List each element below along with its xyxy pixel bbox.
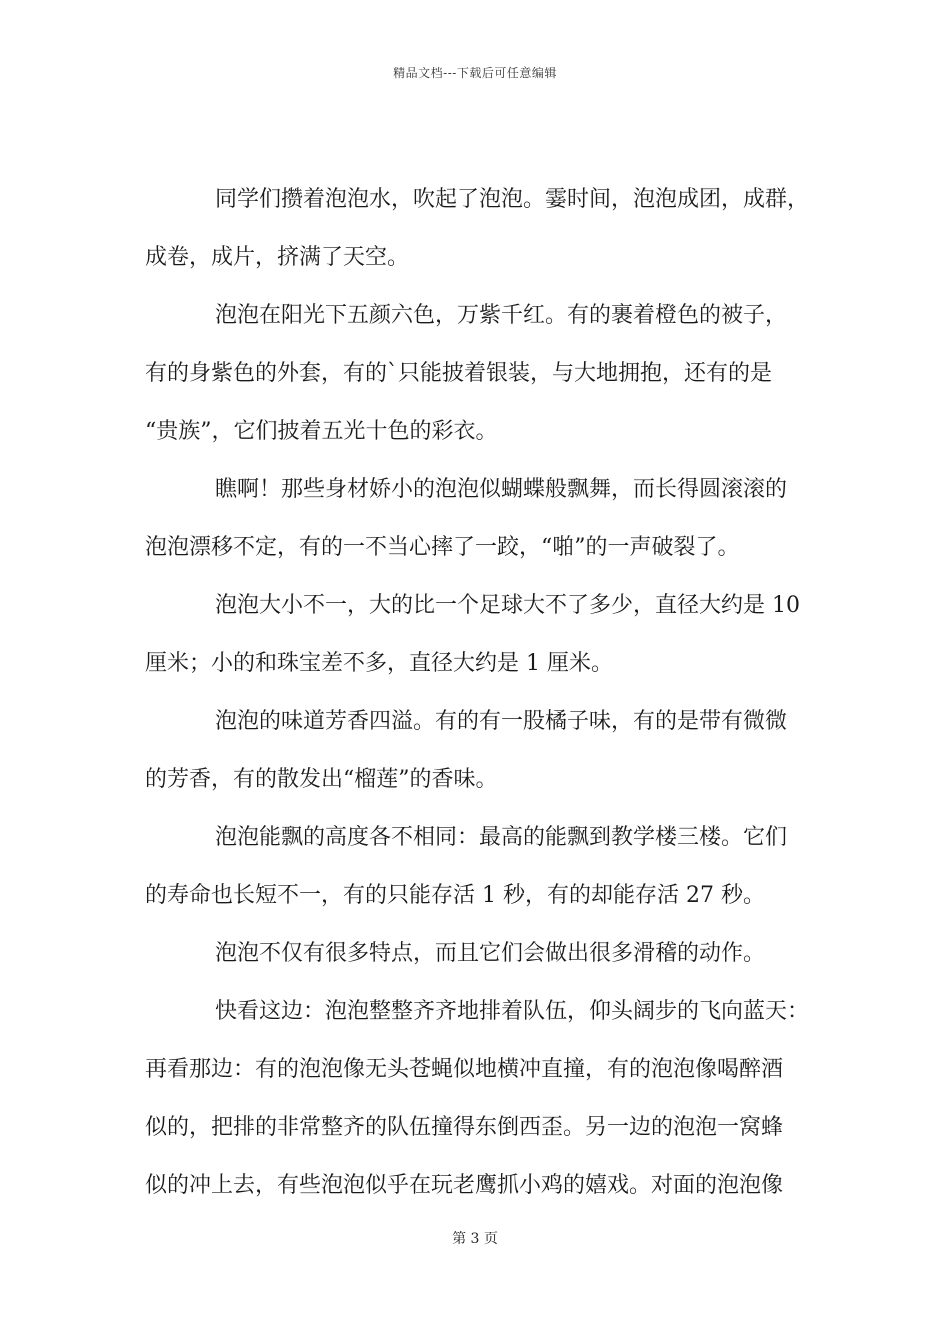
body-line: 的寿命也长短不一，有的只能存活 1 秒，有的却能存活 27 秒。 (145, 883, 765, 908)
body-line: “贵族”，它们披着五光十色的彩衣。 (145, 419, 498, 444)
page-header: 精品文档---下载后可任意编辑 (393, 66, 557, 80)
document-body (145, 186, 813, 1230)
body-line: 厘米；小的和珠宝差不多，直径大约是 1 厘米。 (145, 651, 613, 676)
body-line: 泡泡大小不一，大的比一个足球大不了多少，直径大约是 10 (215, 593, 800, 618)
body-line: 泡泡不仅有很多特点，而且它们会做出很多滑稽的动作。 (215, 941, 766, 966)
body-line: 泡泡在阳光下五颜六色，万紫千红。有的裹着橙色的被子， (215, 303, 788, 328)
body-line: 快看这边：泡泡整整齐齐地排着队伍，仰头阔步的飞向蓝天： (215, 999, 810, 1024)
body-line: 瞧啊！那些身材娇小的泡泡似蝴蝶般飘舞，而长得圆滚滚的 (215, 477, 788, 502)
body-line: 的芳香，有的散发出“榴莲”的香味。 (145, 767, 498, 792)
body-line: 泡泡漂移不定，有的一不当心摔了一跤，“啪”的一声破裂了。 (145, 535, 740, 560)
page-number: 第 3 页 (452, 1231, 498, 1247)
body-line: 同学们攒着泡泡水，吹起了泡泡。霎时间，泡泡成团，成群， (215, 187, 810, 212)
body-line: 似的，把排的非常整齐的队伍撞得东倒西歪。另一边的泡泡一窝蜂 (145, 1115, 784, 1140)
body-line: 泡泡能飘的高度各不相同：最高的能飘到教学楼三楼。它们 (215, 825, 788, 850)
body-line: 泡泡的味道芳香四溢。有的有一股橘子味，有的是带有微微 (215, 709, 788, 734)
body-line: 成卷，成片，挤满了天空。 (145, 245, 410, 270)
body-line: 似的冲上去，有些泡泡似乎在玩老鹰抓小鸡的嬉戏。对面的泡泡像 (145, 1173, 784, 1198)
body-line: 再看那边：有的泡泡像无头苍蝇似地横冲直撞，有的泡泡像喝醉酒 (145, 1057, 784, 1082)
body-line: 有的身紫色的外套，有的`只能披着银装，与大地拥抱，还有的是 (145, 361, 773, 386)
